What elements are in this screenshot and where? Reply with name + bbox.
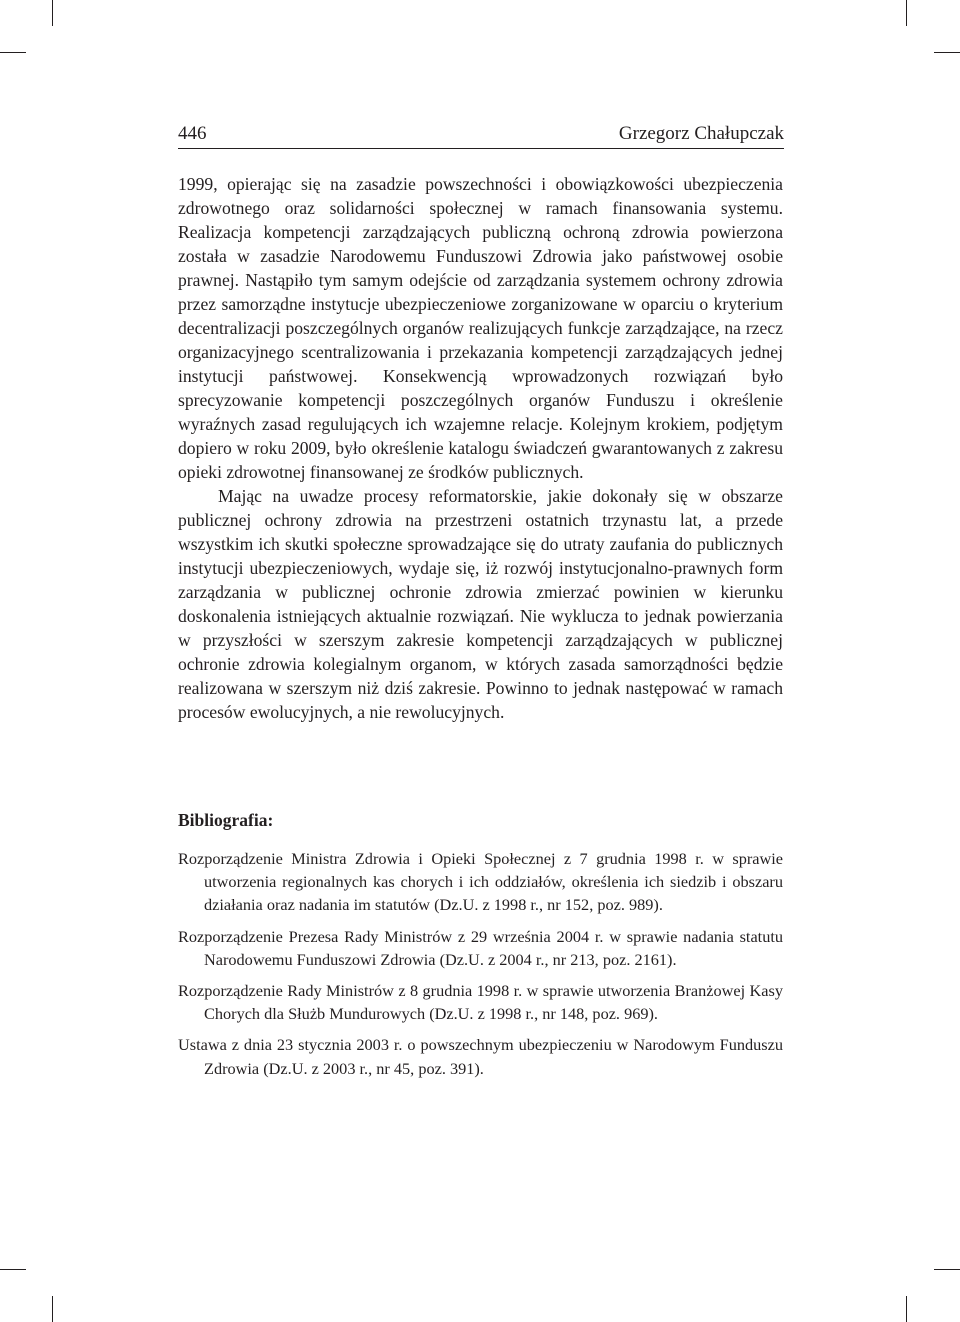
crop-mark xyxy=(934,52,960,53)
crop-mark xyxy=(0,1269,26,1270)
crop-mark xyxy=(934,1269,960,1270)
bibliography-item: Ustawa z dnia 23 stycznia 2003 r. o powszechnym ubezpieczeniu w Narodowym Funduszu Zdrowia (Dz.U. z 2003 r., nr 45, poz. 391). xyxy=(178,1035,783,1078)
crop-mark xyxy=(906,1296,907,1322)
bibliography-heading: Bibliografia: xyxy=(178,810,274,830)
body-text xyxy=(178,172,783,724)
bibliography-item: Rozporządzenie Ministra Zdrowia i Opieki Społecznej z 7 grudnia 1998 r. w sprawie utworzenia regionalnych kas chorych i ich oddziałów, określenia ich siedzib i obszaru działania oraz nadania im statutów (Dz.U. z 1998 r., nr 152, poz. 989). xyxy=(178,849,783,915)
paragraph: 1999, opierając się na zasadzie powszechności i obowiązkowości ubezpieczenia zdrowotnego oraz solidarności społecznej w ramach finansowania systemu. Realizacja kompetencji zarządzających publiczną ochroną zdrowia powierzona została w zasadzie Narodowemu Funduszowi Zdrowia jako państwowej osobie prawnej. Nastąpiło tym samym odejście od zarządzania systemem ochrony zdrowia przez samorządne instytucje ubezpieczeniowe zorganizowane w oparciu o kryterium decentralizacji poszczególnych organów realizujących funkcje zarządzające, na rzecz organizacyjnego scentralizowania i przekazania kompetencji zarządzających jednej instytucji państwowej. Konsekwencją wprowadzonych rozwiązań było sprecyzowanie kompetencji poszczególnych organów Funduszu i określenie wyraźnych zasad regulujących ich wzajemne relacje. Kolejnym krokiem, podjętym dopiero w roku 2009, było określenie katalogu świadczeń gwarantowanych z zakresu opieki zdrowotnej finansowanej ze środków publicznych. xyxy=(178,174,783,482)
bibliography-item: Rozporządzenie Prezesa Rady Ministrów z 29 września 2004 r. w sprawie nadania statutu Narodowemu Funduszowi Zdrowia (Dz.U. z 2004 r., nr 213, poz. 2161). xyxy=(178,926,783,969)
crop-mark xyxy=(52,1296,53,1322)
crop-mark xyxy=(52,0,53,26)
bibliography-item: Rozporządzenie Rady Ministrów z 8 grudnia 1998 r. w sprawie utworzenia Branżowej Kasy Chorych dla Służb Mundurowych (Dz.U. z 1998 r., nr 148, poz. 969). xyxy=(178,981,783,1024)
running-header xyxy=(178,122,784,149)
bibliography-list xyxy=(178,847,783,1088)
crop-mark xyxy=(906,0,907,26)
page-number: 446 xyxy=(178,123,207,144)
paragraph: Mając na uwadze procesy reformatorskie, jakie dokonały się w obszarze publicznej ochrony zdrowia na przestrzeni ostatnich trzynastu lat, a przede wszystkim ich skutki społeczne sprowadzające się do utraty zaufania do publicznych instytucji ubezpieczeniowych, wydaje się, iż rozwój instytucjonalno-prawnych form zarządzania w publicznej ochronie zdrowia zmierzać powinien w kierunku doskonalenia istniejących aktualnie rozwiązań. Nie wyklucza to jednak powierzania w przyszłości w szerszym zakresie kompetencji zarządzających w publicznej ochronie zdrowia kolegialnym organom, w których zasada samorządności będzie realizowana w szerszym niż dziś zakresie. Powinno to jednak następować w ramach procesów ewolucyjnych, a nie rewolucyjnych. xyxy=(178,486,783,722)
crop-mark xyxy=(0,52,26,53)
running-author: Grzegorz Chałupczak xyxy=(618,123,784,144)
